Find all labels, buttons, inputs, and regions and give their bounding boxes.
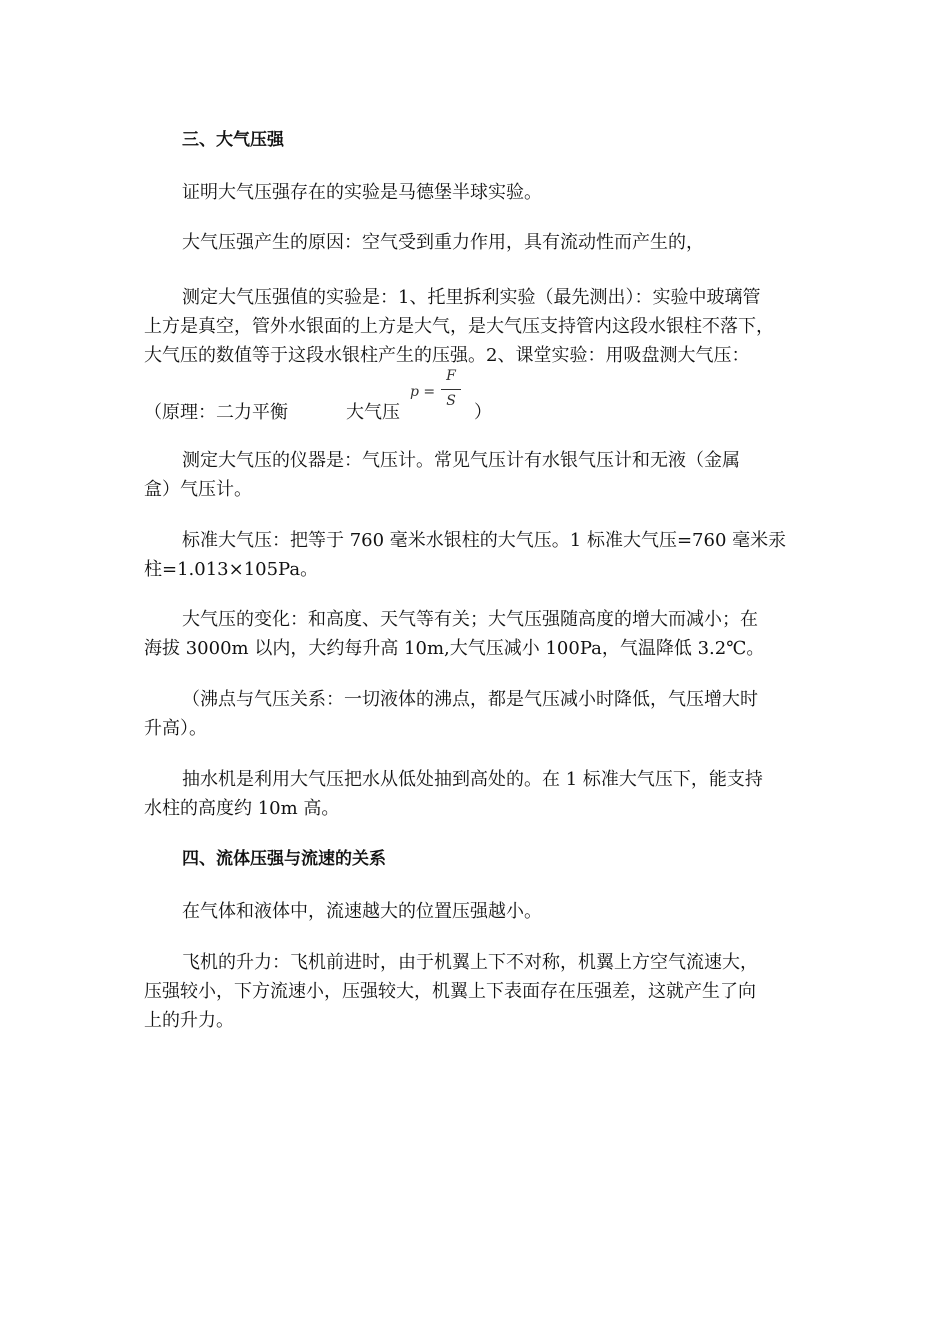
principle-close: ） — [474, 402, 492, 423]
formula-lhs: p = — [410, 384, 436, 400]
paragraph-cause: 大气压强产生的原因：空气受到重力作用，具有流动性而产生的， — [182, 232, 704, 253]
text-line: 盒）气压计。 — [144, 479, 252, 500]
paragraph-lift — [144, 948, 808, 1035]
formula-numerator: F — [446, 368, 456, 384]
paragraph-water-pump — [144, 765, 808, 823]
paragraph-barometer — [144, 446, 808, 504]
section-heading-fluid-pressure: 四、流体压强与流速的关系 — [182, 849, 386, 869]
principle-text: （原理：二力平衡 — [144, 402, 288, 423]
text-line: 抽水机是利用大气压把水从低处抽到高处的。在 1 标准大气压下，能支持 — [182, 769, 763, 790]
text-line: 水柱的高度约 10m 高。 — [144, 798, 340, 819]
section-heading-atmospheric-pressure: 三、大气压强 — [182, 130, 284, 150]
paragraph-torricelli — [144, 283, 808, 370]
text-line: 测定大气压的仪器是：气压计。常见气压计有水银气压计和无液（金属 — [182, 450, 740, 471]
text-line: 海拔 3000m 以内，大约每升高 10m,大气压减小 100Pa，气温降低 3.2℃。 — [144, 638, 765, 659]
formula-fraction-bar — [441, 389, 461, 390]
text-line: 升高）。 — [144, 718, 207, 739]
text-line: 标准大气压：把等于 760 毫米水银柱的大气压。1 标准大气压=760 毫米汞 — [182, 530, 787, 551]
text-line: 大气压的变化：和高度、天气等有关；大气压强随高度的增大而减小；在 — [182, 609, 758, 630]
text-line: 测定大气压强值的实验是：1、托里拆利实验（最先测出）：实验中玻璃管 — [182, 287, 761, 308]
paragraph-boiling-point — [144, 685, 808, 743]
formula-denominator: S — [446, 393, 456, 409]
principle-label: 大气压 — [346, 402, 400, 423]
paragraph-flow-speed: 在气体和液体中，流速越大的位置压强越小。 — [182, 901, 542, 922]
paragraph-pressure-change — [144, 605, 808, 663]
text-line: 压强较小，下方流速小，压强较大，机翼上下表面存在压强差，这就产生了向 — [144, 981, 756, 1002]
paragraph-standard-pressure — [144, 526, 808, 584]
paragraph-magdeburg: 证明大气压强存在的实验是马德堡半球实验。 — [182, 182, 542, 203]
text-line: 飞机的升力：飞机前进时，由于机翼上下不对称，机翼上方空气流速大， — [182, 952, 758, 973]
text-line: 大气压的数值等于这段水银柱产生的压强。2、课堂实验：用吸盘测大气压： — [144, 345, 750, 366]
text-line: 上的升力。 — [144, 1010, 234, 1031]
text-line: （沸点与气压关系：一切液体的沸点，都是气压减小时降低，气压增大时 — [182, 689, 758, 710]
text-line: 柱=1.013×105Pa。 — [144, 559, 319, 580]
text-line: 上方是真空，管外水银面的上方是大气，是大气压支持管内这段水银柱不落下， — [144, 316, 774, 337]
